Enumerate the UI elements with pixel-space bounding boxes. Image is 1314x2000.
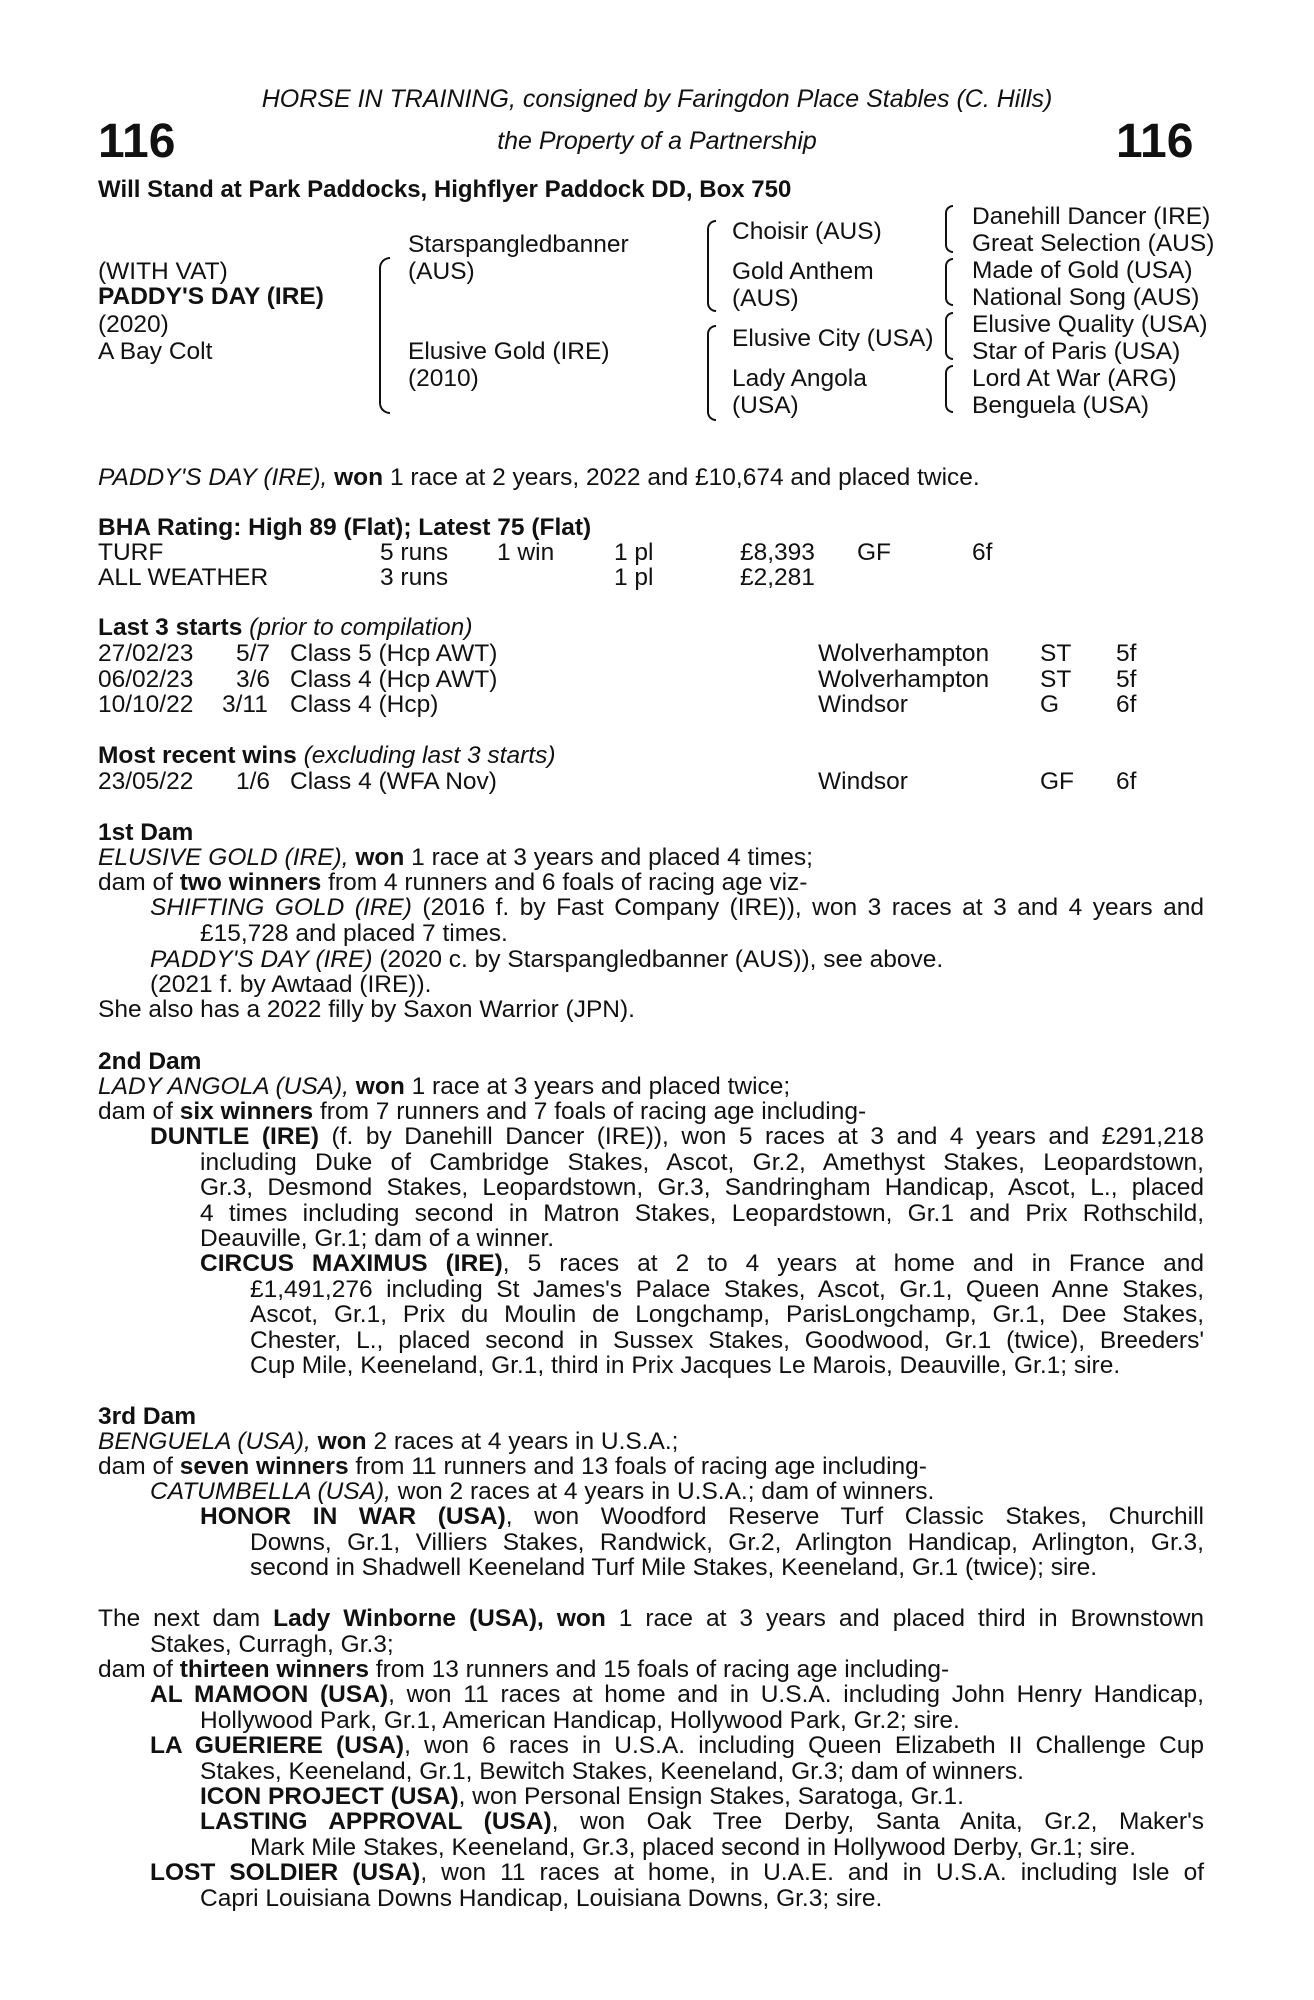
g3-made-of-gold: Made of Gold (USA): [972, 257, 1193, 284]
stand-location: Will Stand at Park Paddocks, Highflyer Paddock DD, Box 750: [98, 176, 792, 203]
pedigree-brace-sire: [707, 220, 716, 312]
horse-description: A Bay Colt: [98, 338, 213, 365]
dam2-progeny-duntle: DUNTLE (IRE) (f. by Danehill Dancer (IRE)), won 5 races at 3 and 4 years and £291,218 including Duke of Cambridge Stakes, Ascot, Gr.2, Amethyst Stakes, Leopardstown, Gr.3, Desmond Stakes, Leopardstown, Gr.3, Sandringham Handicap, Ascot, L., placed 4 times including second in Matron Stakes, Leopardstown, Gr.1 and Prix Rothschild, Deauville, Gr.1; dam of a winner.: [150, 1123, 1204, 1252]
recent-wins-heading: Most recent wins (excluding last 3 starts): [98, 742, 556, 769]
dam3-progeny-catumbella: CATUMBELLA (USA), won 2 races at 4 years in U.S.A.; dam of winners.: [150, 1478, 935, 1505]
horse-year: (2020): [98, 311, 169, 338]
sire-origin: (AUS): [408, 258, 475, 285]
pedigree-brace-g3-2: [945, 258, 953, 306]
lot-number-right: 116: [1116, 115, 1194, 168]
dam1-progeny-shifting-gold: SHIFTING GOLD (IRE) (2016 f. by Fast Company (IRE)), won 3 races at 3 and 4 years and £15,728 and placed 7 times.: [150, 894, 1204, 947]
g3-benguela: Benguela (USA): [972, 392, 1150, 419]
vat-note: (WITH VAT): [98, 258, 228, 285]
sire-dam-name: Gold Anthem: [732, 258, 874, 285]
dam-dam-origin: (USA): [732, 392, 799, 419]
dam3-heading: 3rd Dam: [98, 1403, 197, 1430]
pedigree-brace-g3-3: [945, 312, 953, 360]
pedigree-brace-g3-4: [945, 365, 953, 413]
next-dam-record: The next dam Lady Winborne (USA), won 1 race at 3 years and placed third in Brownstown Stakes, Curragh, Gr.3;: [98, 1605, 1205, 1658]
sire-name: Starspangledbanner: [408, 231, 629, 258]
sire-dam-origin: (AUS): [732, 285, 799, 312]
dam3-produce: dam of seven winners from 11 runners and 13 foals of racing age including-: [98, 1453, 927, 1480]
dam-year: (2010): [408, 365, 479, 392]
sire-sire: Choisir (AUS): [732, 218, 882, 245]
dam2-produce: dam of six winners from 7 runners and 7 foals of racing age including-: [98, 1098, 867, 1125]
dam1-heading: 1st Dam: [98, 819, 194, 846]
dam2-record: LADY ANGOLA (USA), won 1 race at 3 years and placed twice;: [98, 1073, 791, 1100]
dam3-progeny-honor-in-war: HONOR IN WAR (USA), won Woodford Reserve Turf Classic Stakes, Churchill Downs, Gr.1, Villiers Stakes, Randwick, Gr.2, Arlington Handicap, Arlington, Gr.3, second in Shadwell Keeneland Turf Mile Stakes, Keeneland, Gr.1 (twice); sire.: [200, 1503, 1204, 1581]
next-dam-progeny-al-mamoon: AL MAMOON (USA), won 11 races at home and in U.S.A. including John Henry Handicap, Hollywood Park, Gr.1, American Handicap, Hollywood Park, Gr.2; sire.: [150, 1681, 1204, 1734]
dam-sire: Elusive City (USA): [732, 325, 934, 352]
next-dam-progeny-lasting-approval: LASTING APPROVAL (USA), won Oak Tree Derby, Santa Anita, Gr.2, Maker's Mark Mile Stakes, Keeneland, Gr.3, placed second in Hollywood Derby, Gr.1; sire.: [200, 1808, 1204, 1861]
next-dam-progeny-la-gueriere: LA GUERIERE (USA), won 6 races in U.S.A. including Queen Elizabeth II Challenge Cup Stakes, Keeneland, Gr.1, Bewitch Stakes, Keeneland, Gr.3; dam of winners.: [150, 1732, 1204, 1785]
pedigree-brace-g3-1: [945, 205, 953, 253]
dam2-heading: 2nd Dam: [98, 1048, 202, 1075]
consignor-line: HORSE IN TRAINING, consigned by Faringdon Place Stables (C. Hills): [261, 85, 1053, 113]
pedigree-brace-main: [379, 257, 390, 414]
dam1-progeny-2021: (2021 f. by Awtaad (IRE)).: [150, 971, 432, 998]
horse-name: PADDY'S DAY (IRE): [98, 283, 324, 310]
g3-danehill-dancer: Danehill Dancer (IRE): [972, 203, 1211, 230]
dam1-note: She also has a 2022 filly by Saxon Warrior (JPN).: [98, 996, 635, 1023]
g3-lord-at-war: Lord At War (ARG): [972, 365, 1177, 392]
dam1-progeny-paddys-day: PADDY'S DAY (IRE) (2020 c. by Starspangledbanner (AUS)), see above.: [150, 946, 944, 973]
dam1-record: ELUSIVE GOLD (IRE), won 1 race at 3 years and placed 4 times;: [98, 844, 813, 871]
dam1-produce: dam of two winners from 4 runners and 6 foals of racing age viz-: [98, 869, 808, 896]
next-dam-produce: dam of thirteen winners from 13 runners and 15 foals of racing age including-: [98, 1656, 950, 1683]
g3-great-selection: Great Selection (AUS): [972, 230, 1215, 257]
dam3-record: BENGUELA (USA), won 2 races at 4 years in U.S.A.;: [98, 1428, 679, 1455]
catalogue-page: 116 116 HORSE IN TRAINING, consigned by Faringdon Place Stables (C. Hills) the Property of a Partnership Will Stand at Park Paddocks, Highflyer Paddock DD, Box 750 (WITH VAT) PADDY'S DAY (IRE) (2020) A Bay Colt Starspangledbanner (AUS) Elusive Gold (IRE) (2010) Choisir (AUS) Gold Anthem (AUS) Elusive City (USA) Lady Angola (USA) Danehill Dancer (IRE) Great Selection (AUS) Made of Gold (USA) National Song (AUS) Elusive Quality (USA) Star of Paris (USA) Lord At War (ARG) Benguela (USA) PADDY'S DAY (IRE), won 1 race at 2 years, 2022 and £10,674 and placed twice. BHA Rating: High 89 (Flat); Latest 75 (Flat) TURF 5 runs 1 win 1 pl £8,393 GF 6f ALL WEATHER 3 runs 1 pl £2,281 Last 3 starts (prior to compilation) 27/02/23 5/7 Class 5 (Hcp AWT) Wolverhampton ST 5f 06/02/23 3/6 Class 4 (Hcp AWT) Wolverhampton ST 5f 10/10/22 3/11 Class 4 (Hcp) Windsor G 6f Most recent wins (excluding last 3 starts) 23/05/22 1/6 Class 4 (WFA Nov) Windsor GF 6f 1st Dam ELUSIVE GOLD (IRE), won 1 race at 3 years and placed 4 times; dam of two winners from 4 runners and 6 foals of racing age viz- SHIFTING GOLD (IRE) (2016 f. by Fast Company (IRE)), won 3 races at 3 and 4 years and £15,728 and placed 7 times. PADDY'S DAY (IRE) (2020 c. by Starspangledbanner (AUS)), see above. (2021 f. by Awtaad (IRE)). She also has a 2022 filly by Saxon Warrior (JPN). 2nd Dam LADY ANGOLA (USA), won 1 race at 3 years and placed twice; dam of six winners from 7 runners and 7 foals of racing age including- DUNTLE (IRE) (f. by Danehill Dancer (IRE)), won 5 races at 3 and 4 years and £291,218 including Duke of Cambridge Stakes, Ascot, Gr.2, Amethyst Stakes, Leopardstown, Gr.3, Desmond Stakes, Leopardstown, Gr.3, Sandringham Handicap, Ascot, L., placed 4 times including second in Matron Stakes, Leopardstown, Gr.1 and Prix Rothschild, Deauville, Gr.1; dam of a winner. CIRCUS MAXIMUS (IRE), 5 races at 2 to 4 years at home and in France and £1,491,276 including St James's Palace Stakes, Ascot, Gr.1, Queen Anne Stakes, Ascot, Gr.1, Prix du Moulin de Longchamp, ParisLongchamp, Gr.1, Dee Stakes, Chester, L., placed second in Sussex Stakes, Goodwood, Gr.1 (twice), Breeders' Cup Mile, Keeneland, Gr.1, third in Prix Jacques Le Marois, Deauville, Gr.1; sire. 3rd Dam BENGUELA (USA), won 2 races at 4 years in U.S.A.; dam of seven winners from 11 runners and 13 foals of racing age including- CATUMBELLA (USA), won 2 races at 4 years in U.S.A.; dam of winners. HONOR IN WAR (USA), won Woodford Reserve Turf Classic Stakes, Churchill Downs, Gr.1, Villiers Stakes, Randwick, Gr.2, Arlington Handicap, Arlington, Gr.3, second in Shadwell Keeneland Turf Mile Stakes, Keeneland, Gr.1 (twice); sire. The next dam Lady Winborne (USA), won 1 race at 3 years and placed third in Brownstown Stakes, Curragh, Gr.3; dam of thirteen winners from 13 runners and 15 foals of racing age including- AL MAMOON (USA), won 11 races at home and in U.S.A. including John Henry Handicap, Hollywood Park, Gr.1, American Handicap, Hollywood Park, Gr.2; sire. LA GUERIERE (USA), won 6 races in U.S.A. including Queen Elizabeth II Challenge Cup Stakes, Keeneland, Gr.1, Bewitch Stakes, Keeneland, Gr.3; dam of winners. ICON PROJECT (USA), won Personal Ensign Stakes, Saratoga, Gr.1. LASTING APPROVAL (USA), won Oak Tree Derby, Santa Anita, Gr.2, Maker's Mark Mile Stakes, Keeneland, Gr.3, placed second in Hollywood Derby, Gr.1; sire. LOST SOLDIER (USA), won 11 races at home, in U.A.E. and in U.S.A. including Isle of Capri Louisiana Downs Handicap, Louisiana Downs, Gr.3; sire.: [0, 0, 1314, 2000]
pedigree-brace-dam: [707, 325, 716, 421]
race-summary: PADDY'S DAY (IRE), won 1 race at 2 years, 2022 and £10,674 and placed twice.: [98, 464, 980, 491]
dam2-progeny-circus-maximus: CIRCUS MAXIMUS (IRE), 5 races at 2 to 4 years at home and in France and £1,491,276 including St James's Palace Stakes, Ascot, Gr.1, Queen Anne Stakes, Ascot, Gr.1, Prix du Moulin de Longchamp, ParisLongchamp, Gr.1, Dee Stakes, Chester, L., placed second in Sussex Stakes, Goodwood, Gr.1 (twice), Breeders' Cup Mile, Keeneland, Gr.1, third in Prix Jacques Le Marois, Deauville, Gr.1; sire.: [200, 1250, 1204, 1379]
dam-dam-name: Lady Angola: [732, 365, 867, 392]
property-line: the Property of a Partnership: [497, 127, 817, 155]
next-dam-progeny-icon-project: ICON PROJECT (USA), won Personal Ensign Stakes, Saratoga, Gr.1.: [200, 1783, 964, 1810]
next-dam-progeny-lost-soldier: LOST SOLDIER (USA), won 11 races at home, in U.A.E. and in U.S.A. including Isle of Capri Louisiana Downs Handicap, Louisiana Downs, Gr.3; sire.: [150, 1859, 1205, 1912]
g3-national-song: National Song (AUS): [972, 284, 1200, 311]
g3-elusive-quality: Elusive Quality (USA): [972, 311, 1208, 338]
dam-name: Elusive Gold (IRE): [408, 338, 610, 365]
g3-star-of-paris: Star of Paris (USA): [972, 338, 1181, 365]
lot-number-left: 116: [98, 115, 176, 168]
last-starts-heading: Last 3 starts (prior to compilation): [98, 614, 473, 641]
bha-rating: BHA Rating: High 89 (Flat); Latest 75 (Flat): [98, 514, 592, 541]
